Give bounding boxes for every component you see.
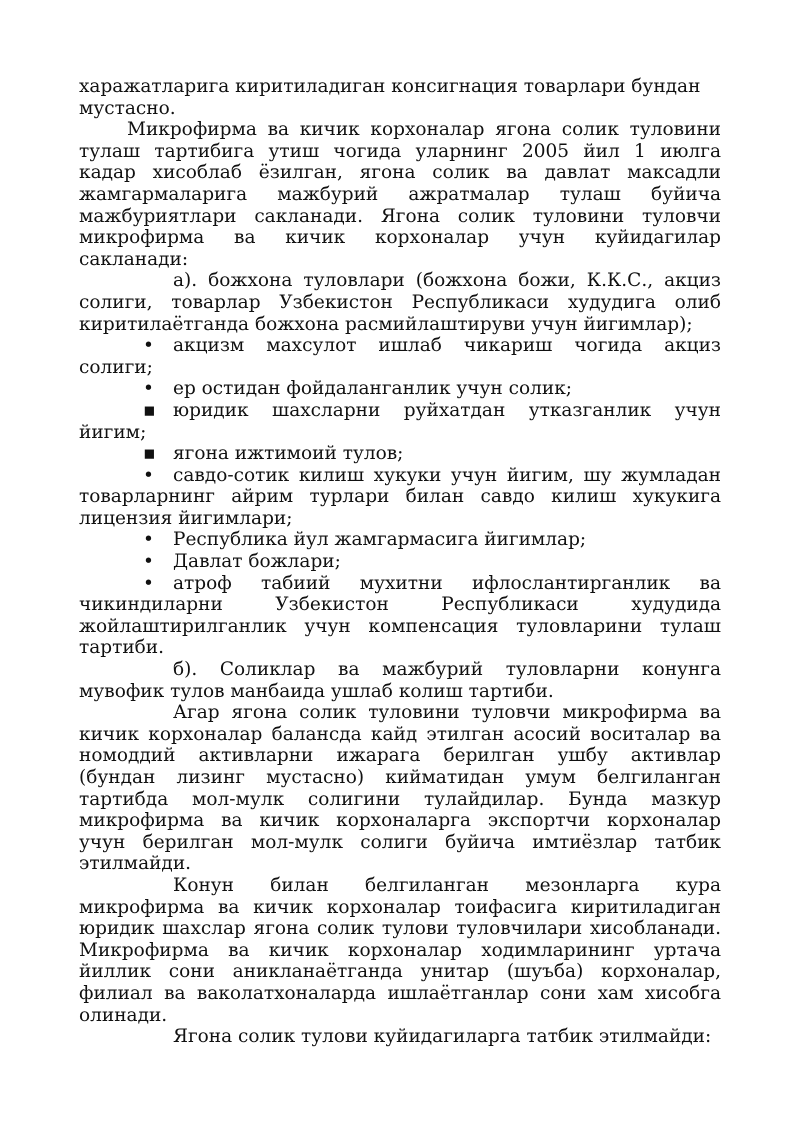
text-line: кадар хисоблаб ёзилган, ягона солик ва давлат максадли: [79, 162, 721, 184]
bullet-list-item: [79, 335, 721, 357]
bullet-icon: •: [143, 335, 154, 357]
text-line: учун берилган мол-мулк солиги буйича имтиёзлар татбик: [79, 831, 721, 853]
text-line: мажбуриятлари сакланади. Ягона солик туловини туловчи: [79, 205, 721, 227]
bullet-list-item: [79, 400, 721, 422]
bullet-text: акцизм махсулот ишлаб чикариш чогида акциз: [173, 335, 721, 357]
text-line: жамгармаларига мажбурий ажратмалар тулаш буйича: [79, 183, 721, 205]
bullet-icon: •: [143, 378, 154, 400]
bullet-text: Республика йул жамгармасига йигимлар;: [173, 529, 587, 551]
text-line: микрофирма ва кичик корхоналар тоифасига киритиладиган: [79, 896, 721, 918]
text-line: Ягона солик тулови куйидагиларга татбик этилмайди:: [173, 1026, 712, 1048]
text-line: мувофик тулов манбаида ушлаб колиш тартиби.: [79, 680, 554, 702]
text-line: сакланади:: [79, 248, 189, 270]
text-line: солиги, товарлар Узбекистон Республикаси худудига олиб: [79, 291, 721, 313]
text-line: тартибда мол-мулк солигини тулайдилар. Бунда мазкур: [79, 788, 721, 810]
text-line: йигим;: [79, 421, 147, 443]
text-line: киритилаётганда божхона расмийлаштируви учун йигимлар);: [79, 313, 693, 335]
text-line: микрофирма ва кичик корхоналарга экспортчи корхоналар: [79, 810, 721, 832]
text-line: юридик шахслар ягона солик тулови туловчилари хисобланади.: [79, 918, 721, 940]
text-line: Агар ягона солик туловини туловчи микрофирма ва: [173, 702, 721, 724]
text-line: чикиндиларни Узбекистон Республикаси худудида: [79, 594, 721, 616]
bullet-icon: •: [143, 572, 154, 594]
bullet-text: ер остидан фойдаланганлик учун солик;: [173, 378, 573, 400]
text-line: олинади.: [79, 1004, 168, 1026]
text-line: микрофирма ва кичик корхоналар учун куйидагилар: [79, 227, 721, 249]
document-page: [79, 76, 721, 1048]
text-line: харажатларига киритиладиган консигнация товарлари бундан: [79, 76, 701, 97]
text-line: Микрофирма ва кичик корхоналар ходимларининг уртача: [79, 939, 721, 961]
bullet-text: Давлат божлари;: [173, 551, 341, 573]
text-line: кичик корхоналар балансда кайд этилган асосий воситалар ва: [79, 723, 721, 745]
bullet-icon: •: [143, 529, 154, 551]
text-line: номоддий активларни ижарага берилган ушбу активлар: [79, 745, 721, 767]
text-line: (бундан лизинг мустасно) кийматидан умум белгиланган: [79, 767, 721, 788]
text-line: Конун билан белгиланган мезонларга кура: [173, 874, 721, 896]
text-line: товарларнинг айрим турлари билан савдо килиш хукукига: [79, 486, 721, 508]
text-line: йиллик сони аникланаётганда унитар (шуъба) корхоналар,: [79, 961, 721, 983]
bullet-text: атроф табиий мухитни ифлослантирганлик ва: [173, 572, 721, 594]
text-line: жойлаштирилганлик учун компенсация туловларини тулаш: [79, 615, 721, 637]
text-line: этилмайди.: [79, 853, 192, 875]
text-line: солиги;: [79, 356, 153, 378]
bullet-list-item: [79, 443, 721, 465]
text-line: Микрофирма ва кичик корхоналар ягона солик туловини: [127, 119, 721, 141]
text-line: а). божхона туловлари (божхона божи, К.К.С., акциз: [173, 270, 721, 292]
bullet-list-item: [79, 465, 721, 487]
bullet-icon: •: [143, 551, 154, 573]
bullet-text: юридик шахсларни руйхатдан утказганлик учун: [173, 399, 721, 421]
text-line: лицензия йигимлари;: [79, 507, 293, 529]
text-line: филиал ва ваколатхоналарда ишлаётганлар сони хам хисобга: [79, 982, 721, 1004]
text-line: б). Соликлар ва мажбурий туловларни конунга: [173, 659, 721, 681]
bullet-text: савдо-сотик килиш хукуки учун йигим, шу жумладан: [173, 464, 721, 486]
text-line: тулаш тартибига утиш чогида уларнинг 2005 йил 1 июлга: [79, 140, 721, 162]
bullet-list-item: [79, 551, 721, 573]
bullet-text: ягона ижтимоий тулов;: [173, 443, 404, 465]
bullet-list-item: [79, 529, 721, 551]
bullet-icon: ▪: [143, 399, 156, 421]
bullet-icon: •: [143, 464, 154, 486]
text-line: мустасно.: [79, 97, 176, 119]
text-line: тартиби.: [79, 637, 165, 659]
bullet-list-item: [79, 573, 721, 595]
bullet-icon: ▪: [143, 443, 156, 465]
bullet-list-item: [79, 378, 721, 400]
